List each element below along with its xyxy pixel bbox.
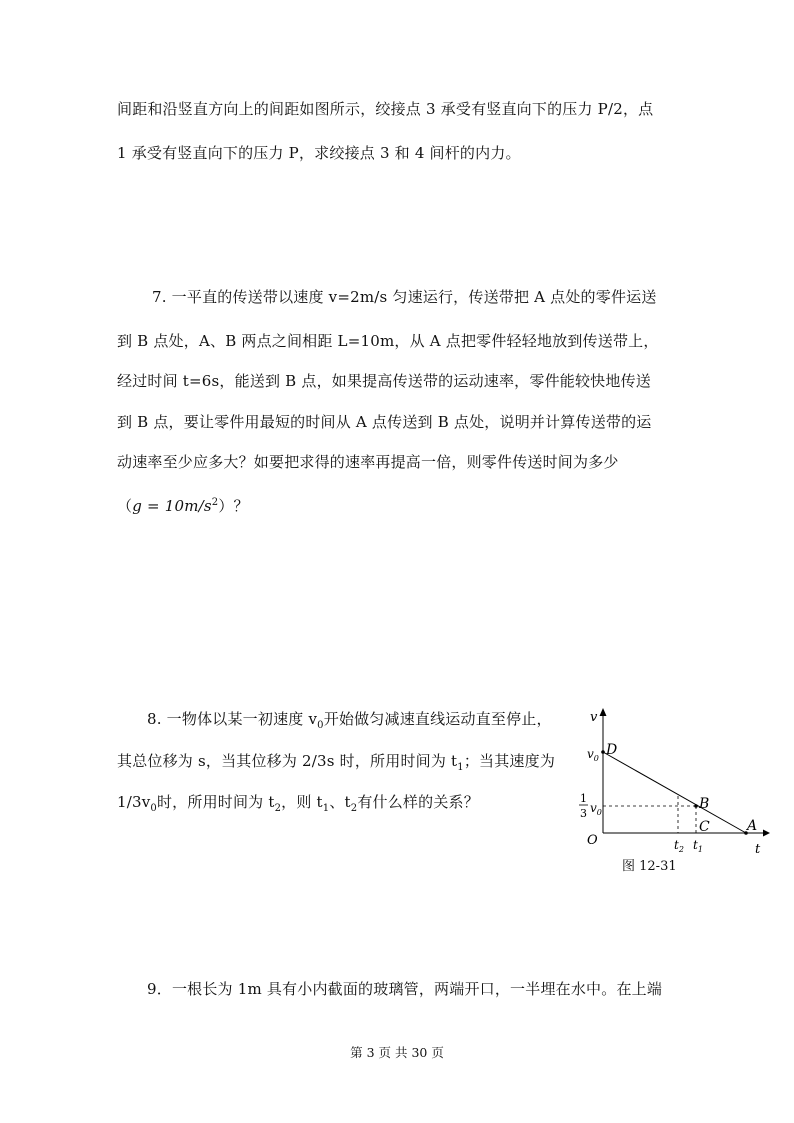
problem8-text-b: 开始做匀减速直线运动直至停止， [323, 710, 552, 728]
paren-open: （ [117, 497, 133, 515]
problem8-sub: 0 [317, 720, 324, 731]
gravity-formula: g = 10m/s [132, 497, 212, 515]
problem8-sub: 2 [350, 803, 358, 814]
problem7-line-5: 动速率至少应多大？如要把求得的速率再提高一倍，则零件传送时间为多少 [117, 453, 619, 471]
problem7-line-2: 到 B 点处，A、B 两点之间相距 L=10m，从 A 点把零件轻轻地放到传送带上， [117, 332, 659, 350]
velocity-line [603, 752, 746, 833]
tick-t2-label: $t_2$ [674, 838, 684, 854]
point-d-dot [601, 750, 605, 754]
page-footer: 第 3 页 共 30 页 [350, 1045, 444, 1060]
problem8-text-h: 、t [329, 793, 351, 811]
v0-label: $v_0$ [587, 747, 599, 763]
figure-caption: 图 12-31 [622, 859, 677, 874]
problem7-line-3: 经过时间 t=6s，能送到 B 点，如果提高传送带的运动速率，零件能较快地传送 [117, 372, 651, 390]
problem8-line-1 [147, 708, 552, 731]
problem8-text-d: ；当其速度为 [463, 752, 556, 770]
problem8-text-f: 时，所用时间为 t [156, 793, 275, 811]
problem8-sub: 2 [274, 803, 282, 814]
problem8-line-3 [117, 791, 479, 814]
problem8-line-2 [117, 750, 555, 773]
problem7-line-6 [117, 495, 249, 516]
t-axis-arrow [763, 830, 770, 837]
point-c-label: C [699, 819, 710, 835]
v-axis-arrow [600, 708, 607, 716]
problem8-sub: 1 [322, 803, 330, 814]
problem8-text-a: 8. 一物体以某一初速度 v [147, 710, 318, 728]
problem6-line-1: 间距和沿竖直方向上的间距如图所示，绞接点 3 承受有竖直向下的压力 P/2，点 [117, 100, 654, 118]
tick-t1-label: $t_1$ [693, 838, 703, 854]
fraction-numerator: 1 [580, 792, 587, 805]
problem8-text-g: ，则 t [281, 793, 323, 811]
problem7-line-4: 到 B 点，要让零件用最短的时间从 A 点传送到 B 点处，说明并计算传送带的运 [117, 413, 652, 431]
point-d-label: D [606, 742, 618, 758]
problem8-text-i: 有什么样的关系？ [357, 793, 479, 811]
gravity-exponent: 2 [211, 497, 219, 508]
point-a-label: A [747, 818, 758, 834]
problem8-text-c: 其总位移为 s，当其位移为 2/3s 时，所用时间为 t [117, 752, 458, 770]
problem8-sub: 1 [457, 762, 464, 773]
problem7-line-1: 7. 一平直的传送带以速度 v=2m/s 匀速运行，传送带把 A 点处的零件运送 [152, 288, 657, 306]
axis-v-label: v [590, 710, 598, 725]
origin-label: O [587, 833, 598, 848]
paren-close: ）？ [218, 497, 249, 515]
axis-t-label: t [755, 842, 761, 857]
problem9-line-1: 9．一根长为 1m 具有小内截面的玻璃管，两端开口，一半埋在水中。在上端 [147, 980, 663, 998]
vt-graph-figure [578, 700, 778, 860]
third-v0-label: $v_0$ [590, 801, 602, 817]
point-b-dot [694, 804, 698, 808]
fraction-denominator: 3 [580, 807, 587, 820]
point-b-label: B [699, 796, 710, 812]
problem8-text-e: 1/3v [117, 793, 151, 811]
problem8-sub: 0 [150, 803, 157, 814]
problem6-line-2: 1 承受有竖直向下的压力 P，求绞接点 3 和 4 间杆的内力。 [117, 144, 521, 162]
